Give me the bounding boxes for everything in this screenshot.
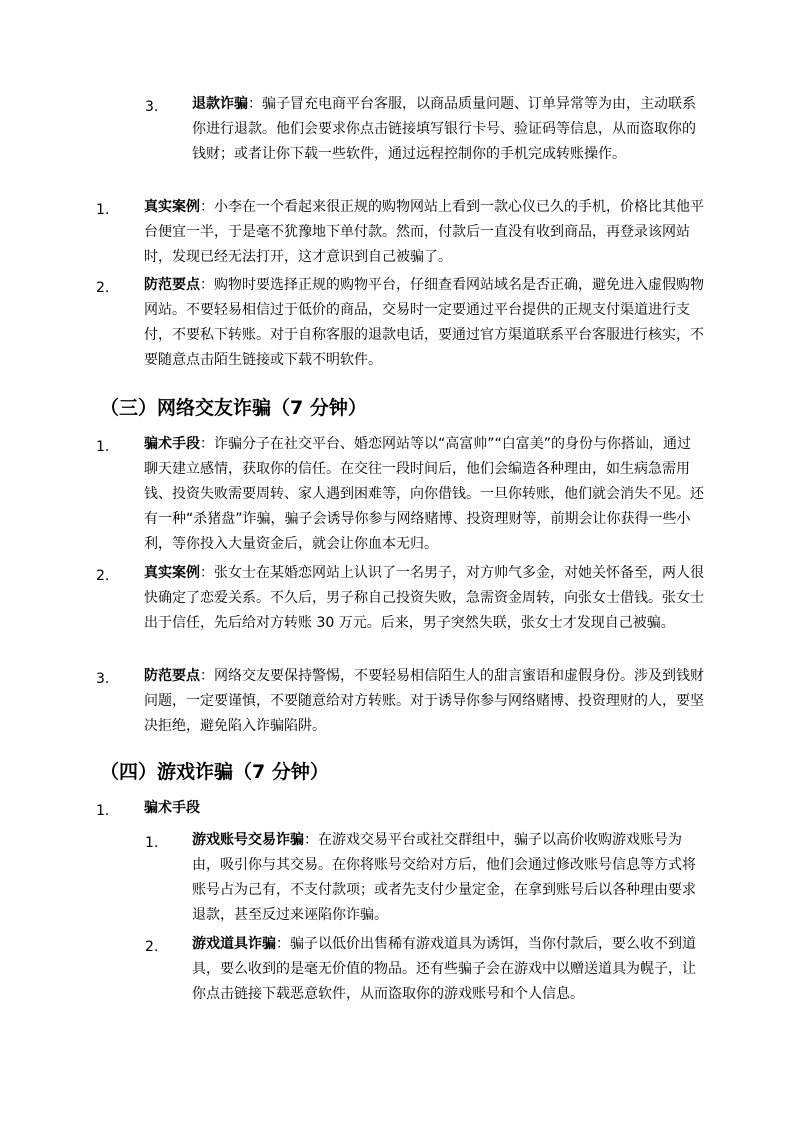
- list-number: 1.: [96, 202, 110, 218]
- list-item-text: [144, 432, 704, 557]
- item-label: 真实案例: [144, 199, 200, 215]
- item-body: ：骗子以低价出售稀有游戏道具为诱饵，当你付款后，要么收不到道具，要么收到的是毫无价值的物品。还有些骗子会在游戏中以赠送道具为幌子，让你点击链接下载恶意软件，从而盗取你的游戏账号和个人信息。: [192, 936, 696, 1002]
- list-item-text: [144, 561, 704, 636]
- list-item-text: [192, 828, 704, 928]
- section-heading-online-dating: （三）网络交友诈骗（7 分钟）: [100, 397, 367, 419]
- item-label: 防范要点: [144, 668, 200, 684]
- item-label: 防范要点: [144, 277, 200, 293]
- list-number: 1.: [145, 835, 159, 851]
- item-label: 游戏账号交易诈骗: [192, 832, 304, 848]
- list-number: 2.: [96, 280, 110, 296]
- item-label: 骗术手段: [144, 436, 200, 452]
- list-number: 3.: [96, 671, 110, 687]
- list-item-text: [144, 664, 704, 739]
- list-item-text: [192, 92, 704, 167]
- list-number: 1.: [96, 803, 110, 819]
- item-body: ：张女士在某婚恋网站上认识了一名男子，对方帅气多金，对她关怀备至，两人很快确定了恋爱关系。不久后，男子称自己投资失败，急需资金周转，向张女士借钱。张女士出于信任，先后给对方转账 30 万元。后来，男子突然失联，张女士才发现自己被骗。: [144, 565, 704, 631]
- section-heading-game-scam: （四）游戏诈骗（7 分钟）: [100, 761, 329, 783]
- item-label: 游戏道具诈骗: [192, 936, 276, 952]
- list-number: 2.: [96, 568, 110, 584]
- item-body: ：小李在一个看起来很正规的购物网站上看到一款心仪已久的手机，价格比其他平台便宜一半，于是毫不犹豫地下单付款。然而，付款后一直没有收到商品，再登录该网站时，发现已经无法打开，这才意识到自己被骗了。: [144, 199, 704, 265]
- list-number: 2.: [145, 939, 159, 955]
- item-label: 退款诈骗: [192, 96, 248, 112]
- list-item-text: [144, 273, 704, 373]
- item-body: ：在游戏交易平台或社交群组中，骗子以高价收购游戏账号为由，吸引你与其交易。在你将账号交给对方后，他们会通过修改账号信息等方式将账号占为己有，不支付款项；或者先支付少量定金，在拿到账号后以各种理由要求退款，甚至反过来诬陷你诈骗。: [192, 832, 696, 923]
- item-body: ：网络交友要保持警惕，不要轻易相信陌生人的甜言蜜语和虚假身份。涉及到钱财问题，一定要谨慎，不要随意给对方转账。对于诱导你参与网络赌博、投资理财的人，要坚决拒绝，避免陷入诈骗陷阱。: [144, 668, 704, 734]
- item-label: 骗术手段: [144, 800, 200, 816]
- item-label: 真实案例: [144, 565, 200, 581]
- list-number: 3.: [145, 99, 159, 115]
- list-item-text: [144, 796, 704, 821]
- item-body: ：购物时要选择正规的购物平台，仔细查看网站域名是否正确，避免进入虚假购物网站。不要轻易相信过于低价的商品，交易时一定要通过平台提供的正规支付渠道进行支付，不要私下转账。对于自称客服的退款电话，要通过官方渠道联系平台客服进行核实，不要随意点击陌生链接或下载不明软件。: [144, 277, 704, 368]
- list-item-text: [144, 195, 704, 270]
- list-number: 1.: [96, 439, 110, 455]
- item-body: ：诈骗分子在社交平台、婚恋网站等以“高富帅”“白富美”的身份与你搭讪，通过聊天建立感情，获取你的信任。在交往一段时间后，他们会编造各种理由，如生病急需用钱、投资失败需要周转、家人遇到困难等，向你借钱。一旦你转账，他们就会消失不见。还有一种“杀猪盘”诈骗，骗子会诱导你参与网络赌博、投资理财等，前期会让你获得一些小利，等你投入大量资金后，就会让你血本无归。: [144, 436, 704, 552]
- list-item-text: [192, 932, 704, 1007]
- item-body: ：骗子冒充电商平台客服，以商品质量问题、订单异常等为由，主动联系你进行退款。他们会要求你点击链接填写银行卡号、验证码等信息，从而盗取你的钱财；或者让你下载一些软件，通过远程控制你的手机完成转账操作。: [192, 96, 696, 162]
